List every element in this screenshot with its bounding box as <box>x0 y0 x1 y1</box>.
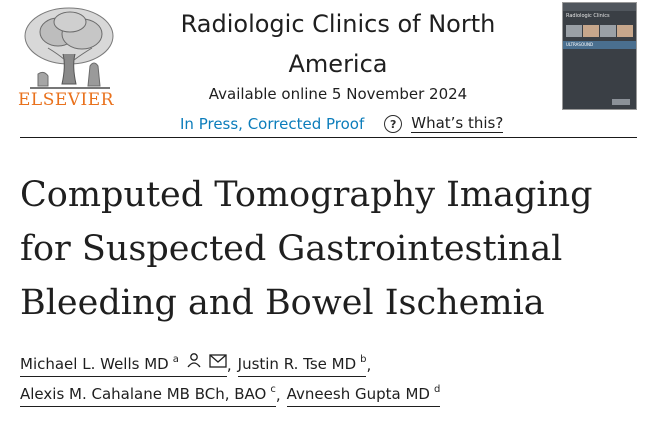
availability-date: Available online 5 November 2024 <box>208 85 468 103</box>
author-line <box>20 377 640 407</box>
author-link[interactable] <box>20 385 276 407</box>
cover-image <box>583 25 599 37</box>
cover-top-band <box>563 3 636 11</box>
author-separator: , <box>226 356 232 374</box>
cover-badge <box>612 99 630 105</box>
author-list <box>20 347 640 407</box>
envelope-icon <box>209 354 227 372</box>
cover-image <box>600 25 616 37</box>
author-separator: , <box>366 356 372 374</box>
author-link[interactable] <box>20 353 227 377</box>
whats-this-label: What’s this? <box>411 114 504 132</box>
header-divider <box>20 137 637 138</box>
in-press-label: In Press, Corrected Proof <box>180 115 365 133</box>
author-separator: , <box>275 386 281 404</box>
affiliation-marker: b <box>360 354 367 365</box>
article-title: Computed Tomography Imaging for Suspected Gastrointestinal Bleeding and Bowel Ischemia <box>20 175 593 323</box>
author-line <box>20 347 640 377</box>
cover-fine-print <box>563 49 636 60</box>
author-name: Avneesh Gupta MD <box>286 385 430 403</box>
author-name: Alexis M. Cahalane MB BCh, BAO <box>20 385 267 403</box>
whats-this-button[interactable] <box>384 115 503 133</box>
journal-title <box>150 4 526 84</box>
affiliation-marker: d <box>433 384 441 395</box>
author-name: Justin R. Tse MD <box>237 355 357 373</box>
article-status <box>180 113 503 135</box>
cover-image <box>617 25 633 37</box>
cover-image <box>566 25 582 37</box>
article-header <box>0 0 652 140</box>
cover-image-strip <box>563 19 636 37</box>
question-circle-icon: ? <box>384 115 402 133</box>
cover-journal-name: Radiologic Clinics <box>566 13 610 19</box>
cover-section-band: ULTRASOUND <box>563 41 636 49</box>
author-link[interactable] <box>238 355 367 377</box>
journal-cover-thumbnail[interactable] <box>562 2 637 110</box>
author-link[interactable] <box>287 385 441 407</box>
affiliation-marker: a <box>172 354 179 365</box>
publisher-name: ELSEVIER <box>18 90 114 110</box>
journal-title-link[interactable]: Radiologic Clinics of North America <box>180 10 496 78</box>
author-name: Michael L. Wells MD <box>20 355 169 373</box>
person-icon <box>186 352 202 372</box>
affiliation-marker: c <box>270 384 276 395</box>
